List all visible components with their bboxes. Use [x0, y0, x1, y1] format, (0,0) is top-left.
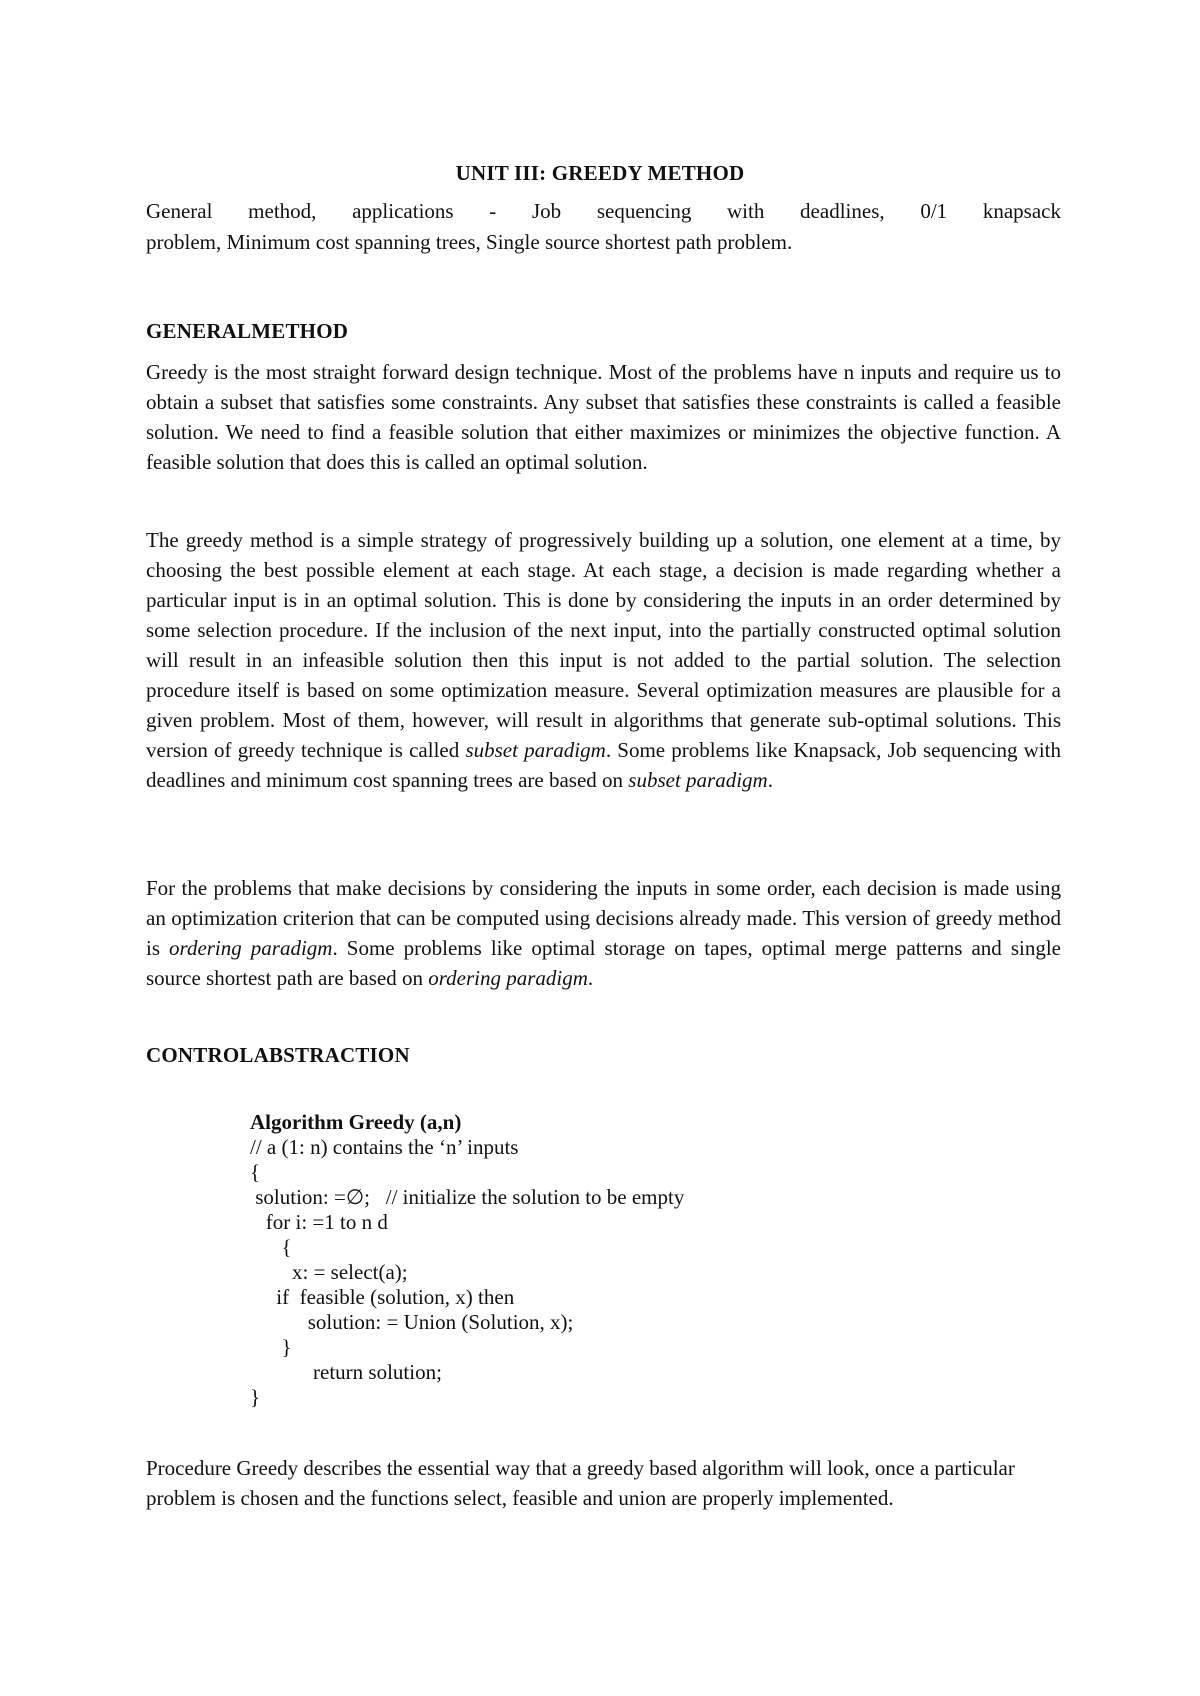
intro-text-line-2: problem, Minimum cost spanning trees, Single source shortest path problem. — [146, 230, 793, 254]
code-line: for i: =1 to n d — [250, 1210, 388, 1234]
paragraph-3-text-c: . — [587, 966, 594, 990]
ordering-paradigm-term: ordering paradigm — [169, 936, 333, 960]
code-line: } — [250, 1335, 292, 1359]
code-line: { — [250, 1235, 292, 1259]
page-title: UNIT III: GREEDY METHOD — [455, 161, 745, 185]
algorithm-title: Algorithm Greedy (a,n) — [250, 1110, 462, 1134]
code-line: return solution; — [250, 1360, 442, 1384]
paragraph-2-text-b: . Some problems like Knapsack, Job sequencing with deadlines and minimum cost spanning trees are based on — [146, 738, 1061, 792]
intro-text-line-1: General method, applications - Job sequencing with deadlines, 0/1 knapsack — [146, 199, 1061, 223]
algorithm-code-block — [250, 1110, 684, 1410]
paragraph-3-text-a: For the problems that make decisions by considering the inputs in some order, each decision is made using an optimization criterion that can be computed using decisions already made. This version of greedy method is — [146, 876, 1061, 960]
ordering-paradigm-term: ordering paradigm — [428, 966, 588, 990]
code-line: { — [250, 1160, 261, 1184]
code-line: x: = select(a); — [250, 1260, 408, 1284]
code-line: // a (1: n) contains the ‘n’ inputs — [250, 1135, 519, 1159]
code-line: if feasible (solution, x) then — [250, 1285, 515, 1309]
closing-paragraph: Procedure Greedy describes the essential way that a greedy based algorithm will look, once a particular problem is chosen and the functions select, feasible and union are properly implemented. — [146, 1456, 1015, 1510]
general-method-paragraph-3 — [146, 873, 1061, 993]
code-line: solution: = Union (Solution, x); — [250, 1310, 574, 1334]
section-heading-control-abstraction: CONTROLABSTRACTION — [146, 1043, 410, 1067]
general-method-paragraph-2 — [146, 525, 1061, 795]
general-method-paragraph-1: Greedy is the most straight forward design technique. Most of the problems have n inputs and require us to obtain a subset that satisfies some constraints. Any subset that satisfies these constraints is called a feasible solution. We need to find a feasible solution that either maximizes or minimizes the objective function. A feasible solution that does this is called an optimal solution. — [146, 360, 1061, 474]
code-line: solution: =∅; // initialize the solution to be empty — [250, 1185, 685, 1209]
section-heading-general-method: GENERALMETHOD — [146, 319, 349, 343]
code-line: } — [250, 1385, 261, 1409]
paragraph-2-text-a: The greedy method is a simple strategy of progressively building up a solution, one element at a time, by choosing the best possible element at each stage. At each stage, a decision is made regarding whether a particular input is in an optimal solution. This is done by considering the inputs in an order determined by some selection procedure. If the inclusion of the next input, into the partially constructed optimal solution will result in an infeasible solution then this input is not added to the partial solution. The selection procedure itself is based on some optimization measure. Several optimization measures are plausible for a given problem. Most of them, however, will result in algorithms that generate sub-optimal solutions. This version of greedy technique is called — [146, 528, 1061, 762]
subset-paradigm-term: subset paradigm — [465, 738, 606, 762]
paragraph-2-text-c: . — [767, 768, 773, 792]
subset-paradigm-term: subset paradigm — [628, 768, 768, 792]
paragraph-3-text-b: . Some problems like optimal storage on tapes, optimal merge patterns and single source shortest path are based on — [146, 936, 1061, 990]
